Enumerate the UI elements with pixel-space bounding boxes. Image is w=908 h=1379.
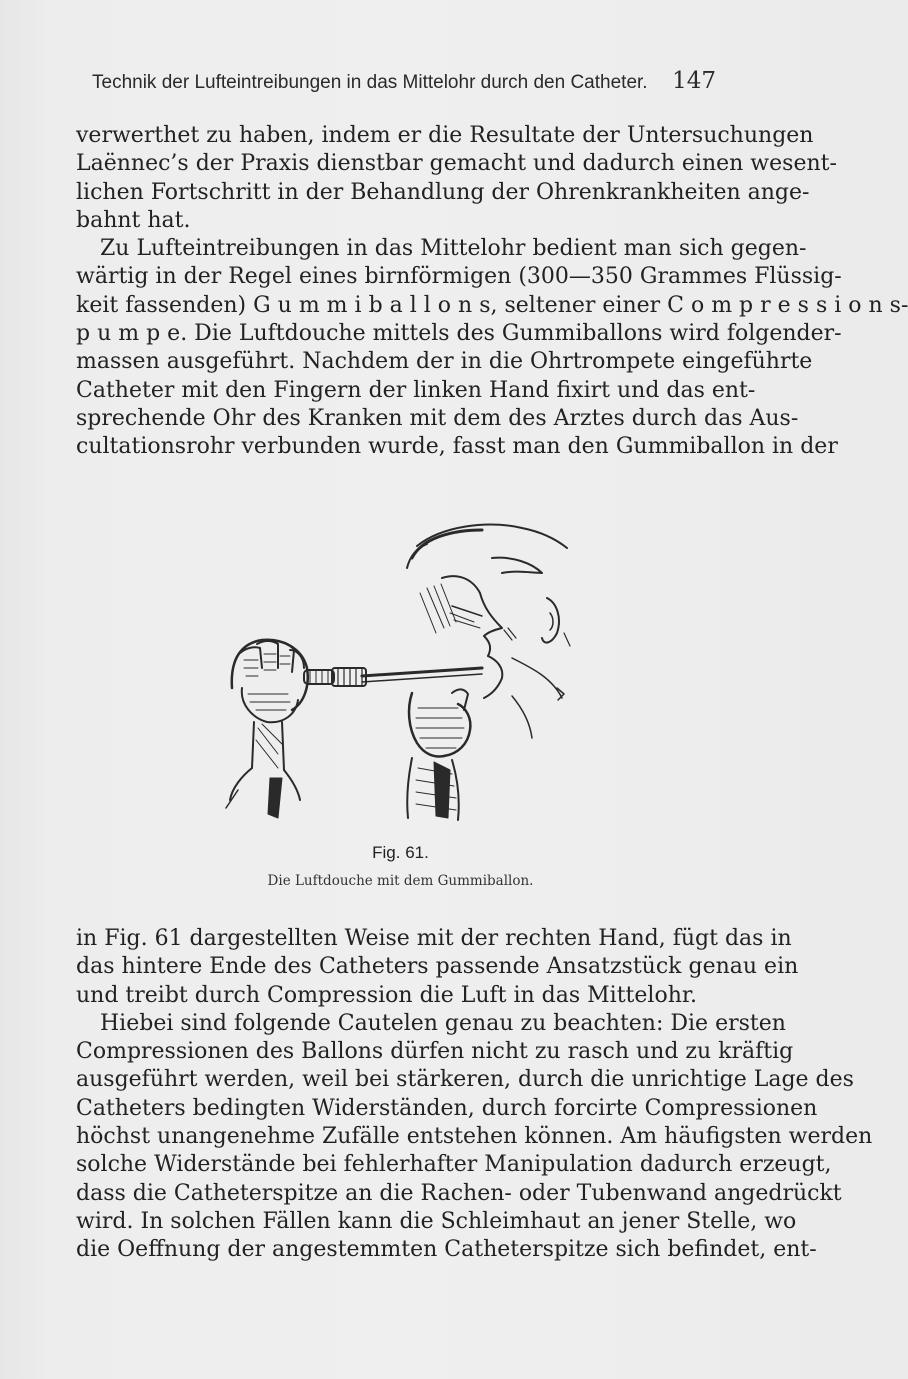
text-line: Zu Lufteintreibungen in das Mittelohr bedient man sich gegen-	[100, 236, 807, 262]
text-line: und treibt durch Compression die Luft in das Mittelohr.	[76, 982, 697, 1008]
text-line: keit fassenden) G u m m i b a l l o n s, seltener einer C o m p r e s s i o n s-	[76, 292, 908, 318]
text-line: solche Widerstände bei fehlerhafter Manipulation dadurch erzeugt,	[76, 1152, 832, 1178]
text-line: Catheter mit den Fingern der linken Hand fixirt und das ent-	[76, 377, 756, 403]
text-line: verwerthet zu haben, indem er die Resultate der Untersuchungen	[76, 123, 814, 148]
body-text-bottom	[76, 925, 873, 1265]
text-line: Compressionen des Ballons dürfen nicht zu rasch und zu kräftig	[76, 1039, 794, 1065]
figure-caption: Die Luftdouche mit dem Gummiballon.	[267, 873, 534, 889]
text-line: das hintere Ende des Catheters passende Ansatzstück genau ein	[76, 954, 799, 980]
text-line: cultationsrohr verbunden wurde, fasst man den Gummiballon in der	[76, 434, 838, 460]
text-line: höchst unangenehme Zufälle entstehen können. Am häufigsten werden	[76, 1124, 873, 1150]
text-line: wärtig in der Regel eines birnförmigen (300—350 Grammes Flüssig-	[76, 264, 842, 290]
body-text-top	[76, 122, 908, 462]
text-line: Hiebei sind folgende Cautelen genau zu beachten: Die ersten	[100, 1010, 786, 1036]
text-line: Laënnec’s der Praxis dienstbar gemacht und dadurch einen wesent-	[76, 151, 837, 177]
running-title: Technik der Lufteintreibungen in das Mittelohr durch den Catheter.	[92, 72, 648, 93]
text-line: die Oeffnung der angestemmten Catheterspitze sich befindet, ent-	[76, 1237, 817, 1263]
text-line: lichen Fortschritt in der Behandlung der Ohrenkrankheiten ange-	[76, 179, 810, 205]
figure-illustration	[212, 518, 612, 836]
text-line: bahnt hat.	[76, 207, 191, 233]
figure-label: Fig. 61.	[372, 843, 429, 862]
text-line: ausgeführt werden, weil bei stärkeren, durch die unrichtige Lage des	[76, 1067, 854, 1093]
text-line: Catheters bedingten Widerständen, durch forcirte Compressionen	[76, 1095, 818, 1121]
text-line: massen ausgeführt. Nachdem der in die Ohrtrompete eingeführte	[76, 349, 813, 375]
text-line: sprechende Ohr des Kranken mit dem des Arztes durch das Aus-	[76, 405, 799, 431]
text-line: dass die Catheterspitze an die Rachen- oder Tubenwand angedrückt	[76, 1180, 842, 1206]
page-number: 147	[672, 68, 716, 94]
running-head	[92, 68, 716, 94]
text-line: wird. In solchen Fällen kann die Schleimhaut an jener Stelle, wo	[76, 1208, 797, 1234]
text-line: p u m p e. Die Luftdouche mittels des Gummiballons wird folgender-	[76, 321, 842, 347]
text-line: in Fig. 61 dargestellten Weise mit der rechten Hand, fügt das in	[76, 926, 792, 951]
